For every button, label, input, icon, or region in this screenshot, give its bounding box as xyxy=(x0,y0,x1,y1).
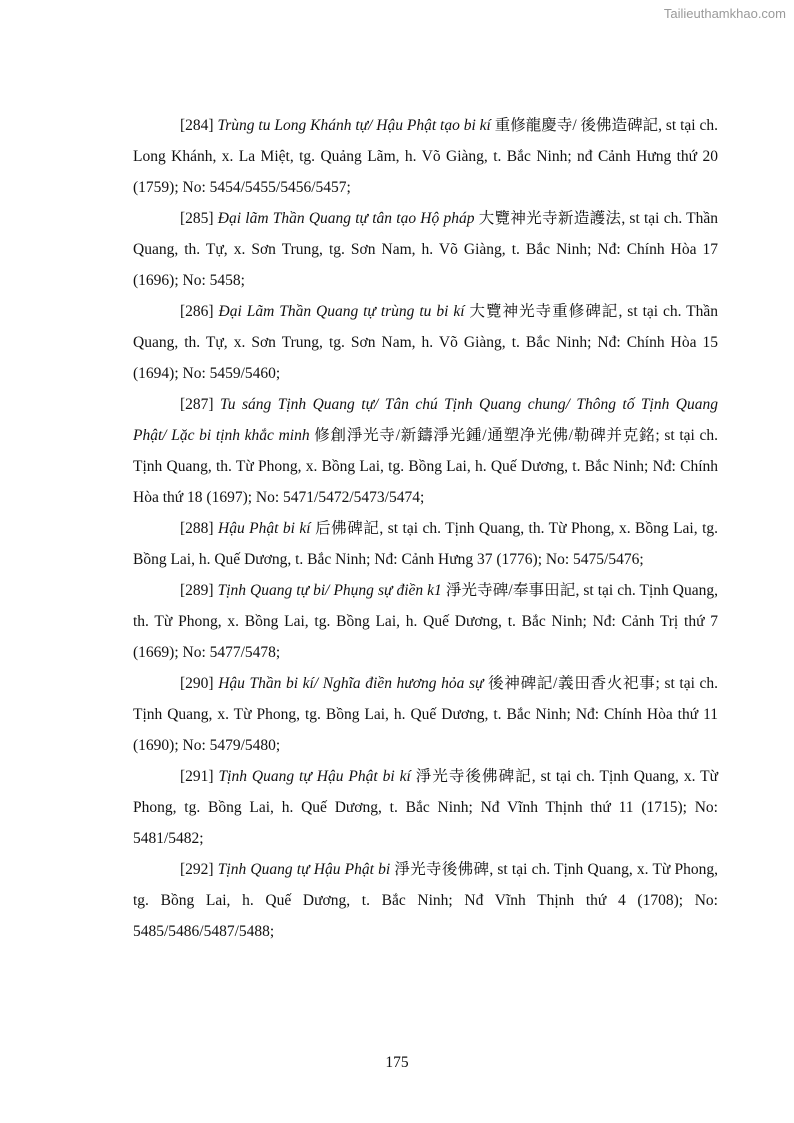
entry-number: [285] xyxy=(180,210,218,227)
entry-number: [290] xyxy=(180,675,219,692)
entry-number: [292] xyxy=(180,861,218,878)
entry-title: Đại lãm Thần Quang tự tân tạo Hộ pháp xyxy=(217,210,475,227)
entry-title: Hậu Phật bi kí xyxy=(218,520,311,537)
entry-number: [291] xyxy=(180,768,219,785)
entry-289 xyxy=(133,575,718,668)
entry-details: 大覽神光寺新造護法, st tại ch. Thần Quang, th. Tự, x. Sơn Trung, tg. Sơn Nam, h. Võ Giàng, t. Bắc Ninh; Nđ: Chính Hòa 17 (1696); No: 5458; xyxy=(133,210,718,289)
entry-details: 大覽神光寺重修碑記, st tại ch. Thần Quang, th. Tự, x. Sơn Trung, tg. Sơn Nam, h. Võ Giàng, t. Bắc Ninh; Nđ: Chính Hòa 15 (1694); No: 5459/5460; xyxy=(133,303,718,382)
entry-title: Tu sáng Tịnh Quang tự/ Tân chú Tịnh Quang chung/ Thông tố Tịnh Quang Phật/ Lặc bi tịnh khắc minh xyxy=(133,396,718,444)
entry-details: 淨光寺後佛碑記, st tại ch. Tịnh Quang, x. Từ Phong, tg. Bồng Lai, h. Quế Dương, t. Bắc Ninh; Nđ Vĩnh Thịnh thứ 11 (1715); No: 5481/5482; xyxy=(133,768,719,847)
entry-number: [286] xyxy=(180,303,219,320)
watermark: Tailieuthamkhao.com xyxy=(663,6,786,21)
entry-292 xyxy=(133,854,718,947)
entry-287 xyxy=(133,389,718,513)
entry-284 xyxy=(133,110,718,203)
entry-288 xyxy=(133,513,718,575)
entry-details: 淨光寺碑/奉事田記, st tại ch. Tịnh Quang, th. Từ Phong, x. Bồng Lai, tg. Bồng Lai, h. Quế Dương, t. Bắc Ninh; Nđ: Cảnh Trị thứ 7 (1669); No: 5477/5478; xyxy=(133,582,718,661)
entry-title: Tịnh Quang tự Hậu Phật bi kí xyxy=(218,768,411,785)
entry-number: [289] xyxy=(180,582,218,599)
entry-285 xyxy=(133,203,718,296)
entry-number: [284] xyxy=(180,117,218,134)
entry-title: Trùng tu Long Khánh tự/ Hậu Phật tạo bi kí xyxy=(217,117,491,134)
entry-details: 修創淨光寺/新鑄淨光鍾/通塑净光佛/勒碑并克銘; st tại ch. Tịnh Quang, th. Từ Phong, x. Bồng Lai, tg. Bồng Lai, h. Quế Dương, t. Bắc Ninh; Nđ: Chính Hòa thứ 18 (1697); No: 5471/5472/5473/5474; xyxy=(133,427,718,506)
entry-286 xyxy=(133,296,718,389)
page-number: 175 xyxy=(385,1054,409,1071)
entry-details: 淨光寺後佛碑, st tại ch. Tịnh Quang, x. Từ Phong, tg. Bồng Lai, h. Quế Dương, t. Bắc Ninh; Nđ Vĩnh Thịnh thứ 4 (1708); No: 5485/5486/5487/5488; xyxy=(133,861,719,940)
entry-title: Tịnh Quang tự bi/ Phụng sự điền k1 xyxy=(217,582,442,599)
entry-title: Hậu Thần bi kí/ Nghĩa điền hương hỏa sự xyxy=(218,675,484,692)
entry-number: [288] xyxy=(180,520,219,537)
entry-details: 重修龍慶寺/ 後佛造碑記, st tại ch. Long Khánh, x. La Miệt, tg. Quảng Lãm, h. Võ Giàng, t. Bắc Ninh; nđ Cảnh Hưng thứ 20 (1759); No: 5454/5455/5456/5457; xyxy=(133,117,718,196)
entry-details: 後神碑記/義田香火祀事; st tại ch. Tịnh Quang, x. Từ Phong, tg. Bồng Lai, h. Quế Dương, t. Bắc Ninh; Nđ: Chính Hòa thứ 11 (1690); No: 5479/5480; xyxy=(133,675,719,754)
entry-title: Tịnh Quang tự Hậu Phật bi xyxy=(217,861,391,878)
document-body xyxy=(133,110,718,947)
entry-291 xyxy=(133,761,718,854)
entry-290 xyxy=(133,668,718,761)
entry-details: 后佛碑記, st tại ch. Tịnh Quang, th. Từ Phong, x. Bồng Lai, tg. Bồng Lai, h. Quế Dương, t. Bắc Ninh; Nđ: Cảnh Hưng 37 (1776); No: 5475/5476; xyxy=(133,520,718,568)
entry-number: [287] xyxy=(180,396,221,413)
entry-title: Đại Lãm Thần Quang tự trùng tu bi kí xyxy=(218,303,465,320)
